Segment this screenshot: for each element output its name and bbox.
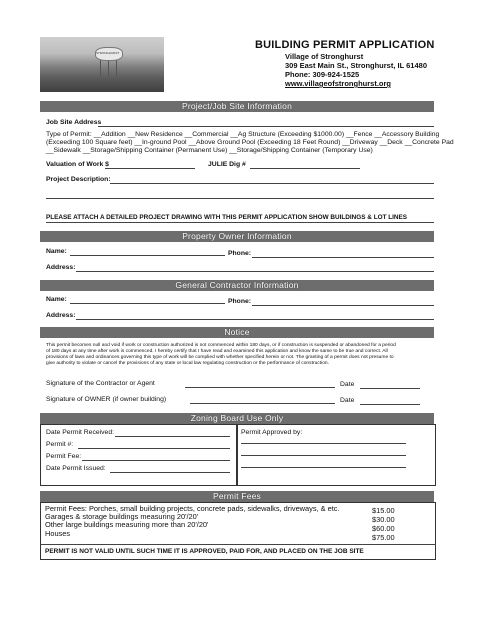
page-title: BUILDING PERMIT APPLICATION (255, 39, 435, 51)
valuation-field[interactable] (105, 168, 195, 169)
date-issued-field[interactable] (110, 472, 230, 473)
date-received-label: Date Permit Received: (46, 429, 114, 436)
julie-dig-field[interactable] (250, 168, 360, 169)
owner-name-label: Name: (46, 248, 67, 255)
owner-signature-field[interactable] (190, 403, 335, 404)
org-phone: Phone: 309-924-1525 (285, 70, 360, 79)
notice-line: provisions of laws and ordinances governing this type of work will be complied with whether specified herein or not. The granting of a permit does not presume to (46, 355, 394, 360)
valuation-label: Valuation of Work $ (46, 161, 109, 168)
fee-item-amount: $75.00 (372, 533, 395, 542)
owner-signature-label: Signature of OWNER (if owner building) (46, 396, 167, 403)
owner-address-label: Address: (46, 264, 76, 271)
section-bar-owner (40, 231, 434, 242)
permit-number-label: Permit #: (46, 441, 74, 448)
contractor-name-field[interactable] (70, 303, 225, 304)
fee-item-label: Garages & storage buildings measuring 20'/20' (45, 512, 199, 521)
notice-line: of 180 days at any time after work is commenced. I hereby certify that I have read and examined this application and know the same to be true and correct. All (46, 349, 388, 354)
contractor-phone-label: Phone: (228, 298, 252, 305)
water-tower-text: STRONGHURST (96, 51, 120, 55)
section-title-notice: Notice (224, 327, 250, 337)
project-description-field-2[interactable] (46, 198, 434, 199)
job-site-address-field[interactable] (98, 126, 434, 127)
fee-item-amount: $15.00 (372, 506, 395, 515)
section-title-project: Project/Job Site Information (181, 101, 292, 111)
contractor-address-field[interactable] (76, 319, 434, 320)
contractor-date-field[interactable] (360, 388, 420, 389)
contractor-address-label: Address: (46, 312, 76, 319)
contractor-date-label: Date (340, 381, 355, 388)
permit-type-line-2: (Exceeding 100 Square feet) __In-ground Pool __Above Ground Pool (Exceeding 18 Feet Round) __Driveway __Deck __Concrete Pad (46, 139, 454, 146)
owner-address-field[interactable] (76, 271, 434, 272)
section-bar-zoning (40, 413, 434, 424)
contractor-signature-label: Signature of the Contractor or Agent (46, 380, 155, 387)
village-water-tower-photo (40, 37, 164, 92)
permit-type-line-3: __Sidewalk __Storage/Shipping Container (Permanent Use) __Storage/Shipping Container (Temporary Use) (46, 147, 373, 154)
approved-by-field-3[interactable] (241, 467, 406, 468)
date-received-field[interactable] (115, 436, 230, 437)
contractor-phone-field[interactable] (252, 305, 434, 306)
julie-dig-label: JULIE Dig # (208, 161, 246, 168)
tower-leg (100, 58, 101, 76)
fee-item-label: Other large buildings measuring more than 20'/20' (45, 520, 209, 529)
notice-line: give authority to violate or cancel the provisions of any state or local law regulating construction or the performance of construction. (46, 361, 329, 366)
job-site-address-label: Job Site Address (46, 119, 102, 126)
section-bar-project (40, 101, 434, 112)
section-bar-fees (40, 491, 434, 502)
fee-item-amount: $30.00 (372, 515, 395, 524)
owner-phone-field[interactable] (252, 257, 434, 258)
permit-type-line-1: Type of Permit: __Addition __New Residence __Commercial __Ag Structure (Exceeding $1000.00) __Fence __Accessory Building (46, 131, 440, 138)
contractor-signature-field[interactable] (185, 387, 335, 388)
permit-fee-field[interactable] (82, 460, 230, 461)
approved-by-field[interactable] (241, 443, 406, 444)
section-bar-notice (40, 327, 434, 338)
date-issued-label: Date Permit Issued: (46, 465, 106, 472)
approved-by-label: Permit Approved by: (241, 429, 303, 436)
fee-item-amount: $60.00 (372, 524, 395, 533)
contractor-name-label: Name: (46, 296, 67, 303)
divider (40, 544, 436, 545)
attach-drawing-note: PLEASE ATTACH A DETAILED PROJECT DRAWING WITH THIS PERMIT APPLICATION SHOW BUILDINGS & LOT LINES (46, 214, 408, 221)
section-title-zoning: Zoning Board Use Only (190, 413, 284, 423)
permit-validity-warning: PERMIT IS NOT VALID UNTIL SUCH TIME IT IS APPROVED, PAID FOR, AND PLACED ON THE JOB SITE (45, 548, 364, 555)
divider (46, 222, 434, 223)
section-bar-contractor (40, 280, 434, 291)
fee-item-label: Permit Fees: Porches, small building projects, concrete pads, sidewalks, driveways, & etc. (45, 504, 340, 513)
section-title-owner: Property Owner Information (182, 231, 292, 241)
owner-date-label: Date (340, 397, 355, 404)
owner-date-field[interactable] (360, 404, 420, 405)
owner-name-field[interactable] (70, 255, 225, 256)
org-address: 309 East Main St., Stronghurst, IL 61480 (285, 61, 427, 70)
org-website[interactable]: www.villageofstronghurst.org (285, 79, 391, 88)
permit-number-field[interactable] (78, 448, 230, 449)
org-name: Village of Stronghurst (285, 52, 364, 61)
section-title-contractor: General Contractor Information (175, 280, 299, 290)
approved-by-field-2[interactable] (241, 455, 406, 456)
fee-item-label: Houses (45, 529, 71, 538)
project-description-field[interactable] (110, 183, 434, 184)
permit-fee-label: Permit Fee: (46, 453, 82, 460)
section-title-fees: Permit Fees (212, 491, 262, 501)
project-description-label: Project Description: (46, 176, 111, 183)
owner-phone-label: Phone: (228, 250, 252, 257)
notice-line: This permit becomes null and void if work or construction authorized is not commenced within 180 days, or if construction is suspended or abandoned for a period (46, 343, 396, 348)
tower-leg (116, 58, 117, 76)
